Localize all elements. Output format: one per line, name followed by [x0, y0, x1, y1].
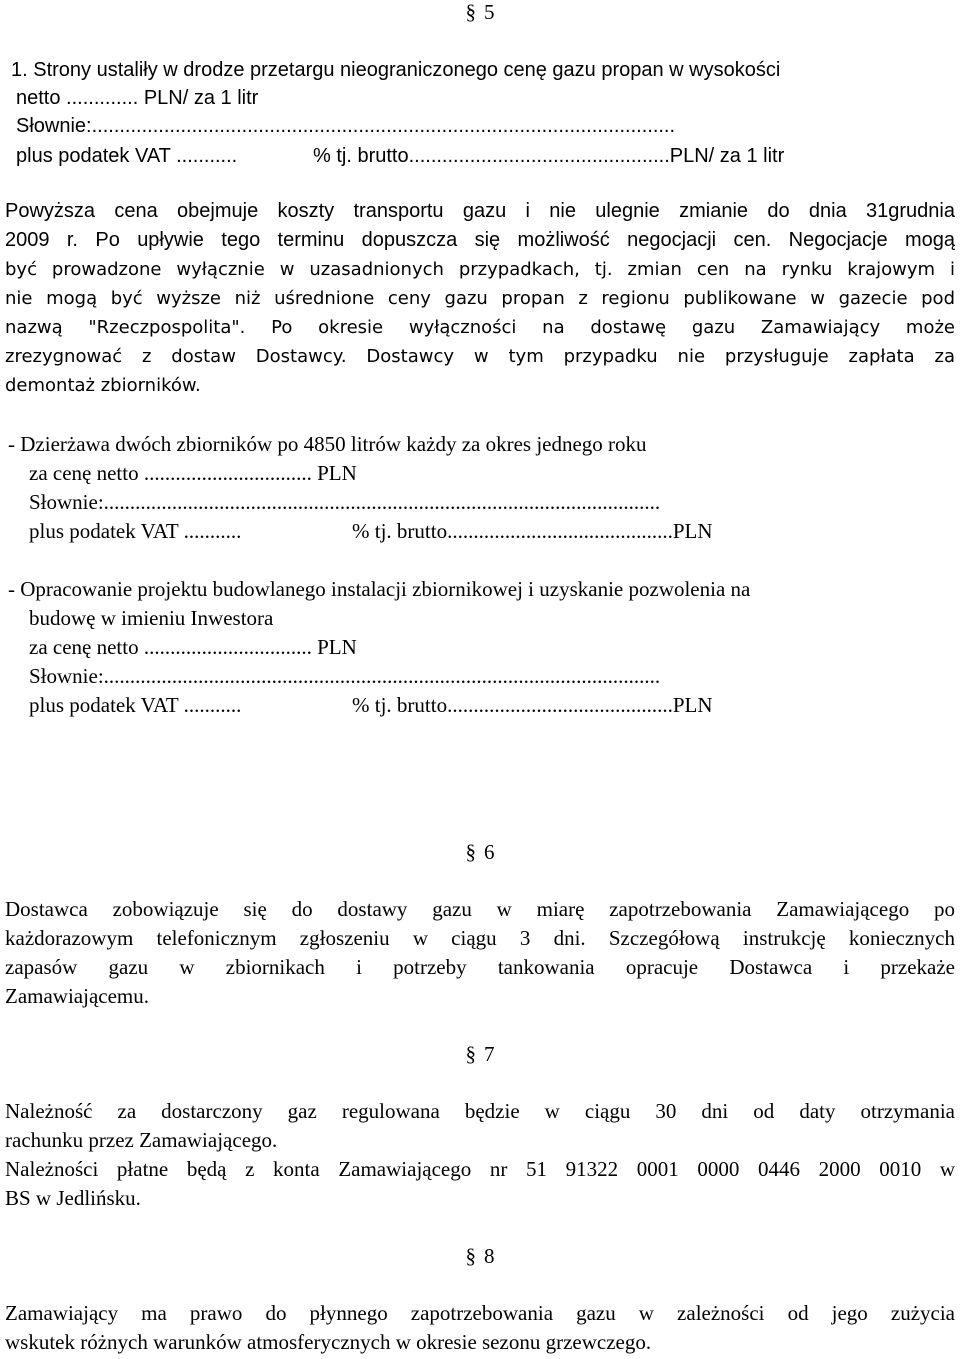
project-item-brutto: % tj. brutto...........................................PLN — [352, 693, 713, 717]
paragraph-line: być prowadzone wyłącznie w uzasadnionych przypadkach, tj. zmian cen na rynku krajowym i — [5, 259, 955, 280]
paragraph-line: nie mogą być wyższe niż uśrednione ceny gazu propan z regionu publikowane w gazecie pod — [5, 288, 955, 309]
lease-item-vat: plus podatek VAT ........... — [29, 519, 242, 543]
section-number: 8 — [484, 1244, 495, 1268]
project-item-vat-line — [29, 691, 713, 720]
lease-item-in-words: Słownie:.......................................................................................................... — [29, 490, 661, 514]
price-clause-vat: plus podatek VAT ........... — [16, 145, 238, 167]
paragraph-line: zrezygnować z dostaw Dostawcy. Dostawcy w tym przypadku nie przysługuje zapłata za — [5, 346, 955, 367]
paragraph-line: Należności płatne będą z konta Zamawiającego nr 51 91322 0001 0000 0446 2000 0010 w — [5, 1157, 955, 1181]
paragraph-line: Dostawca zobowiązuje się do dostawy gazu w miarę zapotrzebowania Zamawiającego po — [5, 897, 955, 921]
paragraph-line: demontaż zbiorników. — [5, 375, 201, 396]
price-clause-line-1: 1. Strony ustaliły w drodze przetargu nieograniczonego cenę gazu propan w wysokości — [11, 59, 781, 81]
price-clause-line-4 — [16, 142, 784, 171]
paragraph-line: wskutek różnych warunków atmosferycznych w okresie sezonu grzewczego. — [5, 1330, 652, 1354]
paragraph-line: nazwą "Rzeczpospolita". Po okresie wyłączności na dostawę gazu Zamawiający może — [5, 317, 955, 338]
paragraph-line: 2009 r. Po upływie tego terminu dopuszcza się możliwość negocjacji cen. Negocjacje mogą — [5, 229, 955, 251]
lease-item-vat-line — [29, 517, 713, 546]
project-item-title-cont: budowę w imieniu Inwestora — [29, 606, 274, 630]
price-clause-line-2: netto ............. PLN/ za 1 litr — [16, 87, 259, 109]
paragraph-line: BS w Jedlińsku. — [5, 1186, 141, 1210]
project-item-net-price: za cenę netto ................................ PLN — [29, 635, 357, 659]
section-number: 5 — [484, 0, 495, 24]
project-item-title: - Opracowanie projektu budowlanego instalacji zbiornikowej i uzyskanie pozwolenia na — [8, 577, 751, 601]
price-clause-brutto: % tj. brutto...............................................PLN/ za 1 litr — [313, 145, 785, 167]
section-symbol: § — [465, 1042, 476, 1066]
paragraph-line: Powyższa cena obejmuje koszty transportu gazu i nie ulegnie zmianie do dnia 31grudnia — [5, 200, 955, 222]
price-clause-line-3: Słownie:......................................................................................................... — [16, 115, 676, 137]
section-7-heading — [0, 1042, 960, 1067]
section-symbol: § — [465, 0, 476, 24]
lease-item-net-price: za cenę netto ................................ PLN — [29, 461, 357, 485]
section-8-heading — [0, 1244, 960, 1269]
section-5-heading — [0, 0, 960, 25]
lease-item-title: - Dzierżawa dwóch zbiorników po 4850 litrów każdy za okres jednego roku — [8, 432, 647, 456]
paragraph-line: Zamawiającemu. — [5, 984, 150, 1008]
project-item-vat: plus podatek VAT ........... — [29, 693, 242, 717]
section-number: 7 — [484, 1042, 495, 1066]
section-number: 6 — [484, 840, 495, 864]
paragraph-line: Należność za dostarczony gaz regulowana będzie w ciągu 30 dni od daty otrzymania — [5, 1099, 955, 1123]
section-symbol: § — [465, 1244, 476, 1268]
paragraph-line: Zamawiający ma prawo do płynnego zapotrzebowania gazu w zależności od jego zużycia — [5, 1301, 955, 1325]
paragraph-line: rachunku przez Zamawiającego. — [5, 1128, 278, 1152]
paragraph-line: każdorazowym telefonicznym zgłoszeniu w ciągu 3 dni. Szczegółową instrukcję koniecznych — [5, 926, 955, 950]
lease-item-brutto: % tj. brutto...........................................PLN — [352, 519, 713, 543]
section-symbol: § — [465, 840, 476, 864]
project-item-in-words: Słownie:.......................................................................................................... — [29, 664, 661, 688]
section-6-heading — [0, 840, 960, 865]
paragraph-line: zapasów gazu w zbiornikach i potrzeby tankowania opracuje Dostawca i przekaże — [5, 955, 955, 979]
